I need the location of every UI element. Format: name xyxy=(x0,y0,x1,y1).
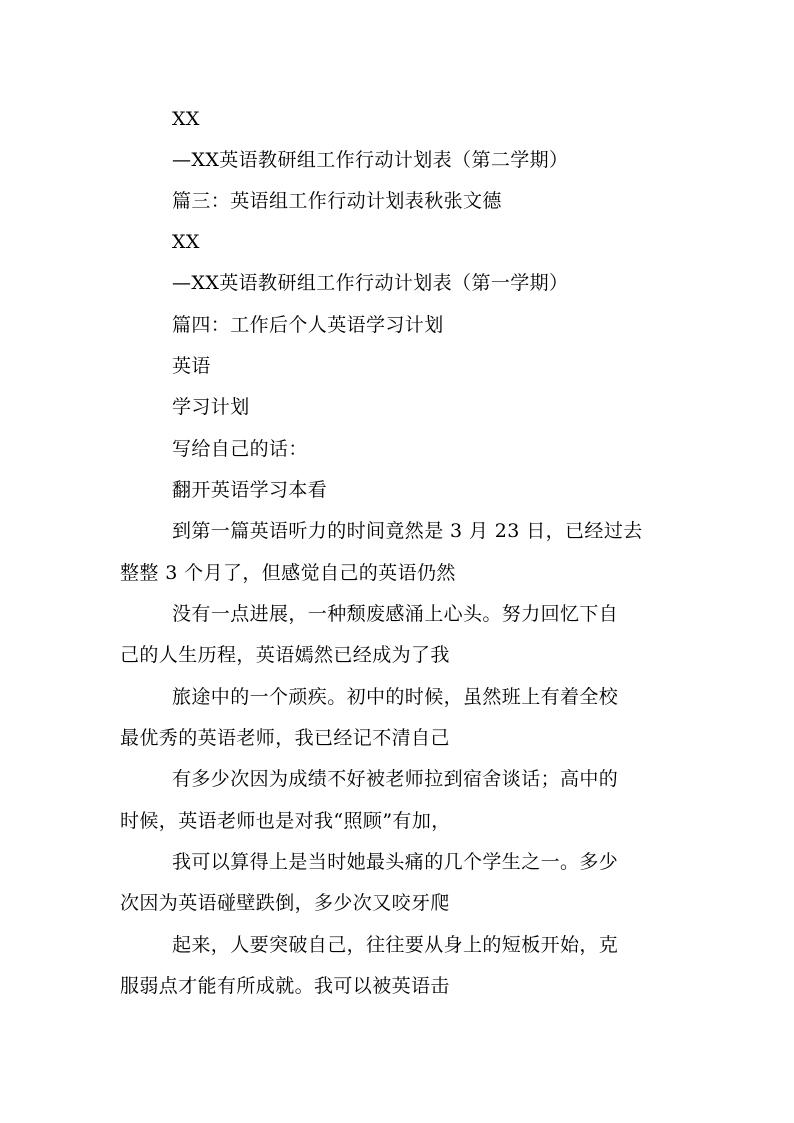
text-line: —XX英语教研组工作行动计划表（第二学期） xyxy=(172,149,569,171)
text-line: 旅途中的一个顽疾。初中的时候，虽然班上有着全校 xyxy=(172,686,619,708)
text-line: 写给自己的话： xyxy=(172,438,308,460)
text-line: XX xyxy=(172,108,200,130)
text-line: 服弱点才能有所成就。我可以被英语击 xyxy=(120,975,450,997)
text-line: 时候，英语老师也是对我“照顾”有加， xyxy=(120,810,451,832)
text-line: 有多少次因为成绩不好被老师拉到宿舍谈话；高中的 xyxy=(172,768,619,790)
text-line: 英语 xyxy=(172,355,211,377)
text-line: 整整 3 个月了，但感觉自己的英语仍然 xyxy=(120,562,456,584)
text-line: 己的人生历程，英语嫣然已经成为了我 xyxy=(120,644,450,666)
text-line: 最优秀的英语老师，我已经记不清自己 xyxy=(120,727,450,749)
text-line: 次因为英语碰壁跌倒，多少次又咬牙爬 xyxy=(120,892,450,914)
text-line: 起来，人要突破自己，往往要从身上的短板开始，克 xyxy=(172,934,619,956)
text-line: 没有一点进展，一种颓废感涌上心头。努力回忆下自 xyxy=(172,603,619,625)
text-line: 篇三：英语组工作行动计划表秋张文德 xyxy=(172,190,502,212)
text-line: XX xyxy=(172,231,200,253)
text-line: 翻开英语学习本看 xyxy=(172,479,328,501)
text-line: 到第一篇英语听力的时间竟然是 3 月 23 日，已经过去 xyxy=(172,520,643,542)
text-line: —XX英语教研组工作行动计划表（第一学期） xyxy=(172,272,569,294)
text-line: 学习计划 xyxy=(172,396,250,418)
text-line: 篇四：工作后个人英语学习计划 xyxy=(172,314,444,336)
text-line: 我可以算得上是当时她最头痛的几个学生之一。多少 xyxy=(172,851,619,873)
